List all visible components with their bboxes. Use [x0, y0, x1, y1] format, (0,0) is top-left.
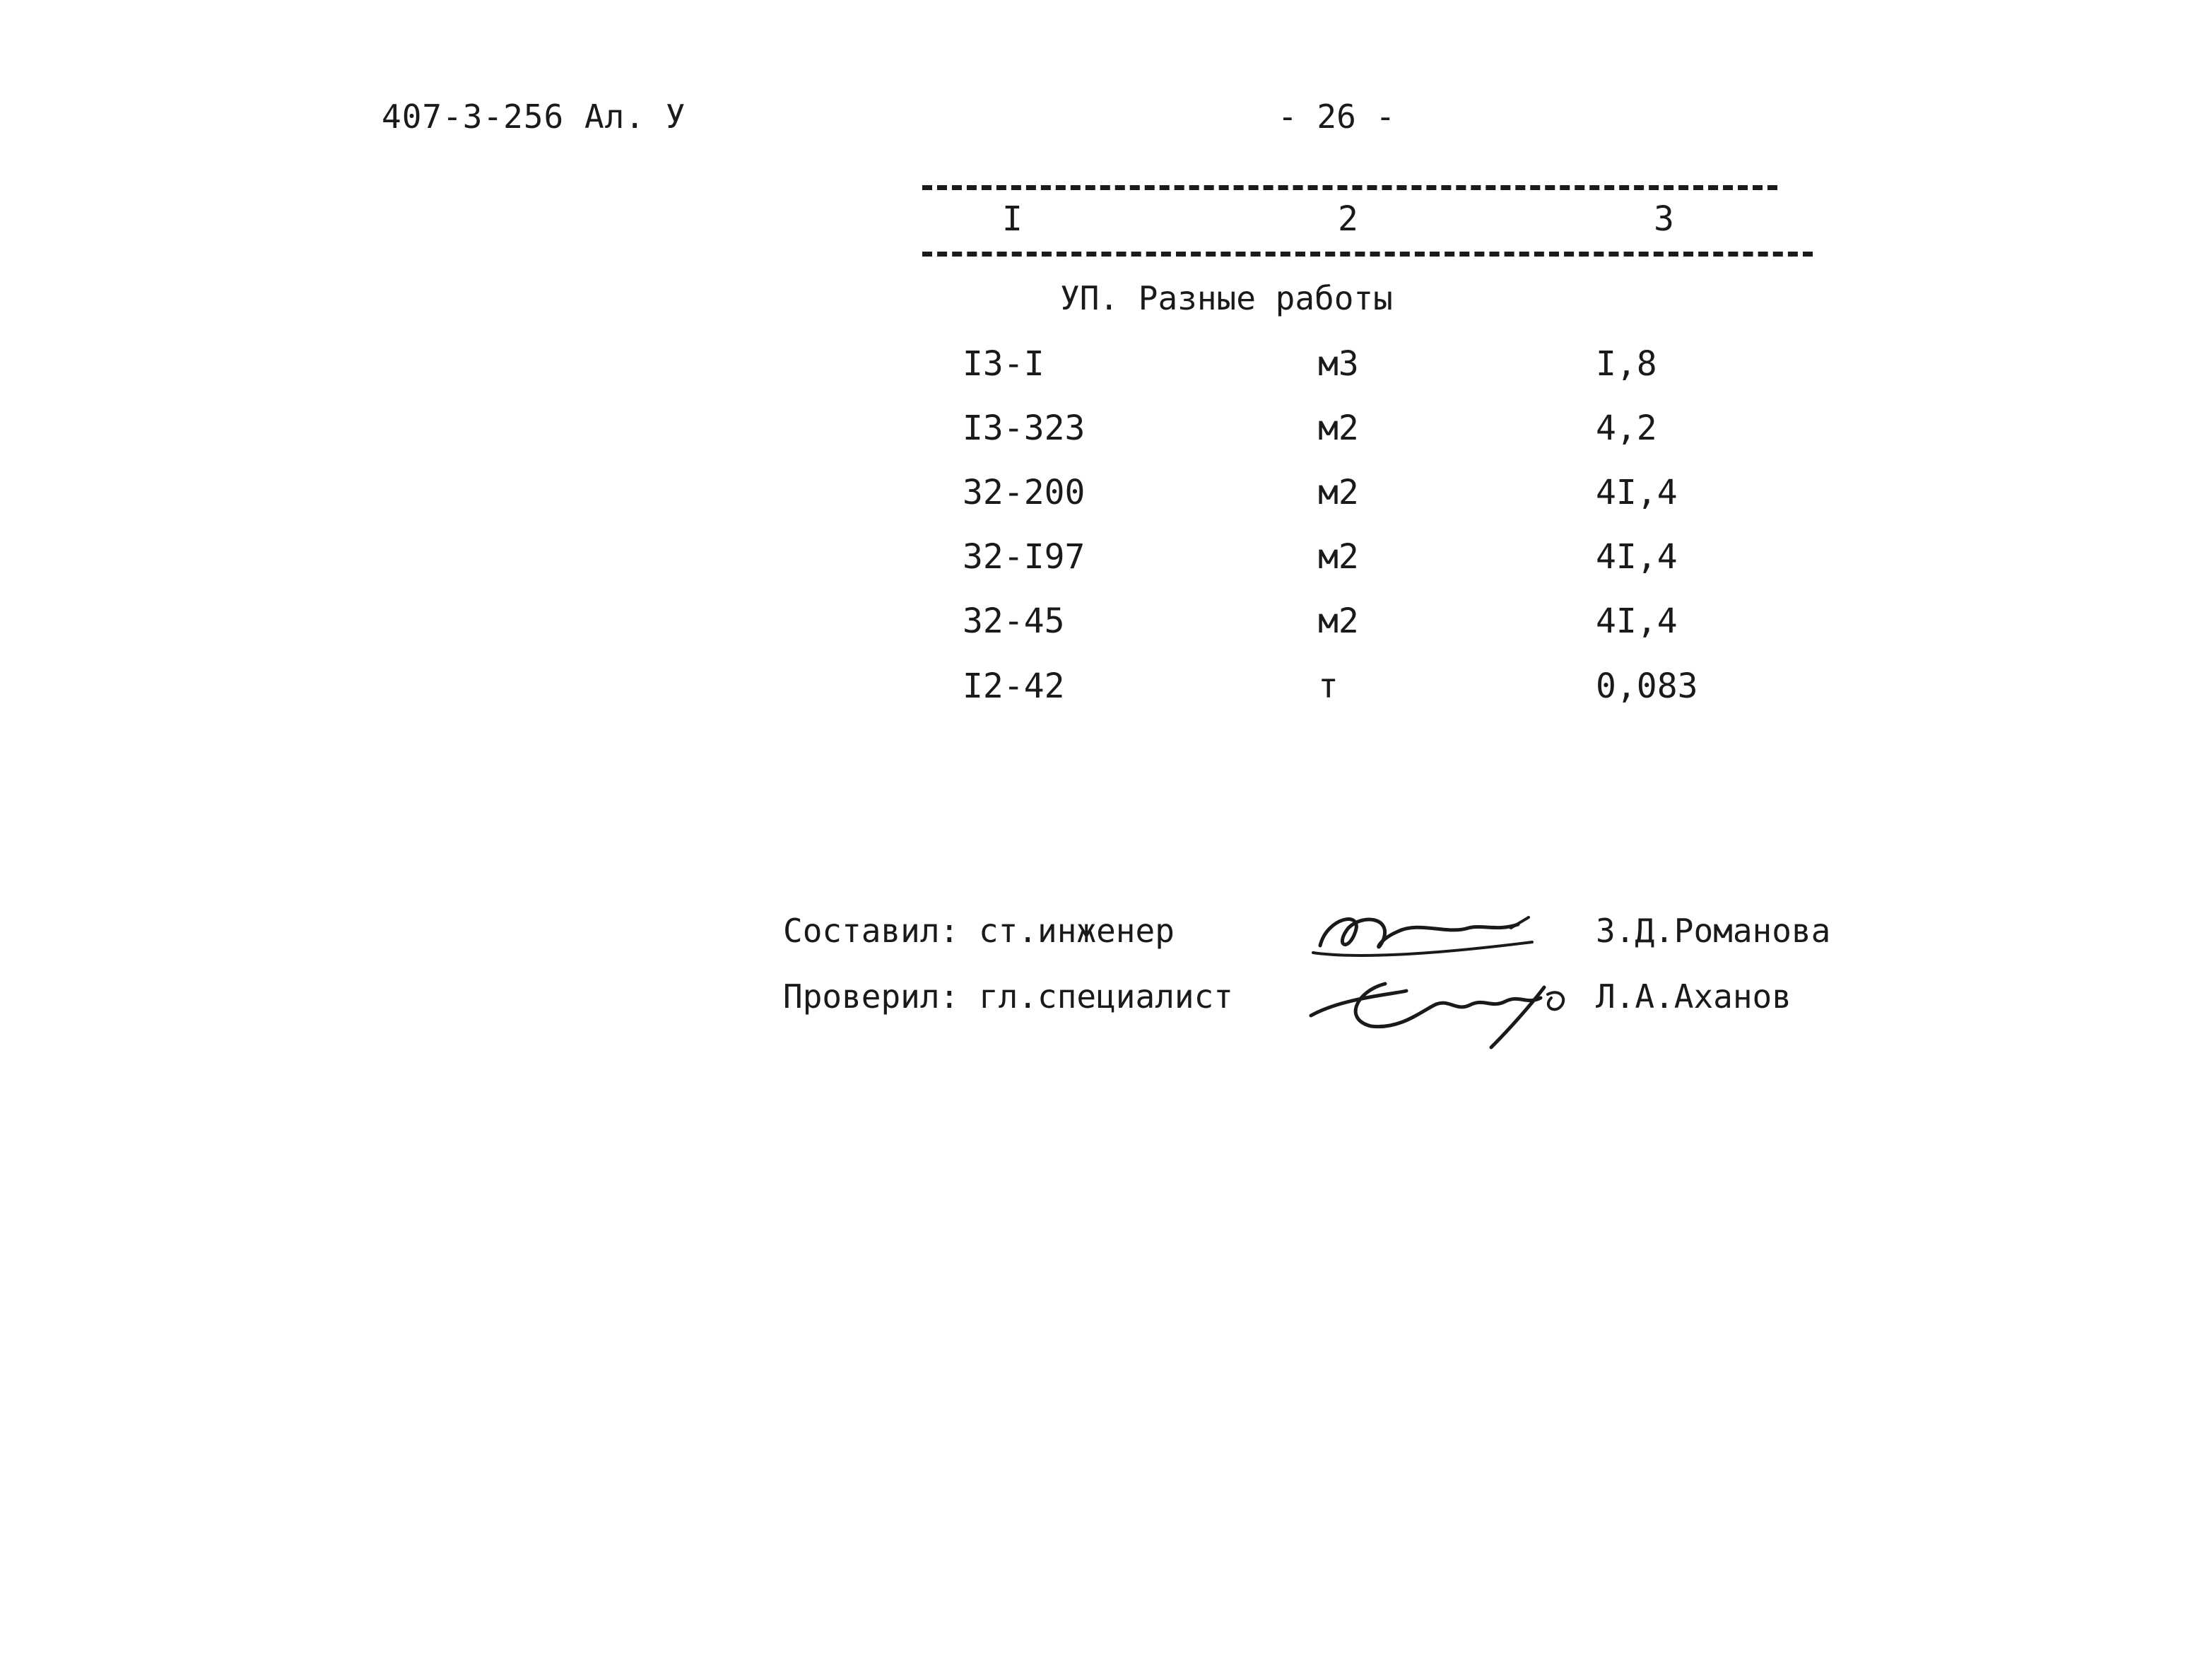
- row-unit: м2: [1318, 537, 1359, 577]
- row-code: 32-200: [963, 473, 1086, 512]
- composed-by-label: Составил: ст.инженер: [783, 912, 1175, 950]
- row-unit: м2: [1318, 473, 1359, 512]
- table-row: [0, 473, 2212, 536]
- table-row: [0, 344, 2212, 408]
- document-code: 407-3-256 Ал. У: [382, 98, 686, 136]
- table-row: [0, 601, 2212, 665]
- column-header-2: 2: [1338, 199, 1358, 239]
- row-value: 4,2: [1596, 408, 1657, 448]
- table-row: [0, 408, 2212, 472]
- table-row: [0, 537, 2212, 601]
- composed-by-name: З.Д.Романова: [1596, 912, 1831, 950]
- row-code: 32-I97: [963, 537, 1086, 577]
- row-code: 32-45: [963, 601, 1065, 641]
- page-number: - 26 -: [1278, 98, 1396, 136]
- row-value: 0,083: [1596, 666, 1698, 706]
- table-top-rule: [922, 185, 1777, 190]
- checked-by-name: Л.А.Аханов: [1596, 977, 1792, 1016]
- row-value: I,8: [1596, 344, 1657, 384]
- row-value: 4I,4: [1596, 473, 1678, 512]
- row-unit: м3: [1318, 344, 1359, 384]
- column-header-3: 3: [1654, 199, 1674, 239]
- handwritten-signature-checked: [1300, 963, 1583, 1054]
- row-value: 4I,4: [1596, 537, 1678, 577]
- column-header-1: I: [1002, 199, 1023, 239]
- row-unit: т: [1318, 666, 1339, 706]
- row-code: I2-42: [963, 666, 1065, 706]
- table-header-rule: [922, 252, 1813, 257]
- handwritten-signature-composed: [1306, 903, 1546, 967]
- row-code: I3-323: [963, 408, 1086, 448]
- checked-by-label: Проверил: гл.специалист: [783, 977, 1233, 1016]
- row-unit: м2: [1318, 601, 1359, 641]
- table-row: [0, 666, 2212, 730]
- row-unit: м2: [1318, 408, 1359, 448]
- section-title: УП. Разные работы: [1060, 279, 1393, 317]
- row-code: I3-I: [963, 344, 1045, 384]
- row-value: 4I,4: [1596, 601, 1678, 641]
